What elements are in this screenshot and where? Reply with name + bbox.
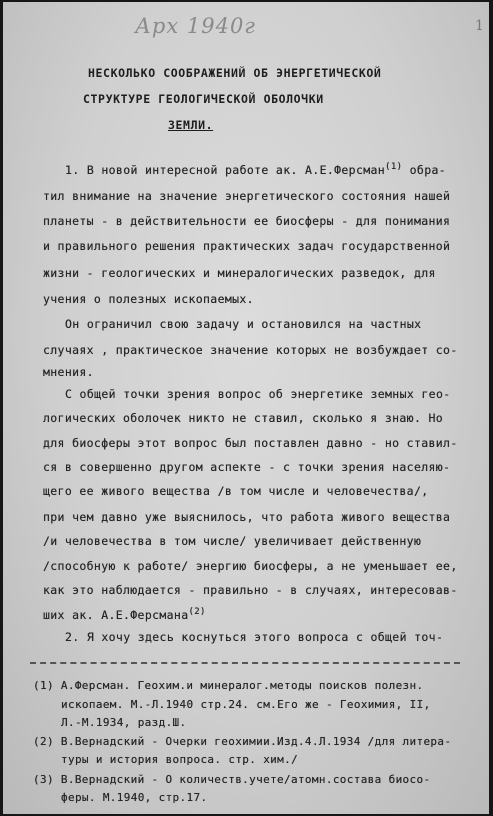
body-line: жизни - геологических и минералогических разведок, для (43, 266, 436, 280)
body-line-tail: обра- (409, 162, 447, 177)
footnote-line: туры и история вопроса. стр. хим./ (61, 753, 299, 766)
body-line: логических оболочек никто не ставил, сколько я знаю. Но (43, 411, 444, 425)
body-line: и правильного решения практических задач государственной (43, 239, 451, 253)
body-line: С общей точки зрения вопрос об энергетике земных гео- (65, 387, 451, 401)
footnote-line: феры. М.1940, стр.17. (61, 791, 208, 804)
body-line: при чем давно уже выяснилось, что работа живого вещества (43, 510, 451, 524)
body-line: ших ак. А.Е.Ферсмана$^{(2)}$ (43, 607, 206, 622)
body-line: Он ограничил свою задачу и остановился на частных (65, 317, 422, 331)
footnote-line: (3) В.Вернадский - О количеств.учете/атомн.состава биосо- (33, 773, 431, 786)
body-line: /способную к работе/ энергию биосферы, а не уменьшает ее, (43, 559, 458, 573)
body-line: как это наблюдается - правильно - в случаях, интересовав- (43, 583, 458, 597)
footnote-marker: (1) (385, 162, 403, 172)
body-line: планеты - в действительности ее биосферы - для понимания (43, 214, 451, 228)
footnote-marker: (2) (188, 607, 206, 617)
page-number: 1 (475, 18, 484, 34)
body-line: ся в совершенно другом аспекте - с точки зрения населяю- (43, 460, 451, 474)
footnote-line: (1) А.Ферсман. Геохим.и минералог.методы поисков полезн. (33, 679, 424, 692)
body-line: щего ее живого вещества /в том числе и человечества/, (43, 484, 429, 498)
body-line: тил внимание на значение энергетического состояния нашей (43, 189, 451, 203)
footnote-separator (30, 662, 460, 664)
document-page (3, 2, 489, 814)
body-line: /и человечества в том числе/ увеличивает действенную (43, 534, 422, 548)
footnote-line: (2) В.Вернадский - Очерки геохимии.Изд.4.Л.1934 /для литера- (33, 735, 452, 748)
body-line: 2. Я хочу здесь коснуться этого вопроса с общей точ- (65, 630, 444, 644)
body-line: случаях , практическое значение которых не возбуждает со- (43, 343, 458, 357)
body-line: 1. В новой интересной работе ак. А.Е.Ферсман$^{(1)}$ обра- (65, 162, 447, 177)
body-line: для биосферы этот вопрос был поставлен давно - но ставил- (43, 436, 458, 450)
handwritten-archive-note: Арх 1940г (135, 14, 256, 38)
footnote-line: Л.-М.1934, разд.Ш. (61, 716, 187, 729)
body-line: учения о полезных ископаемых. (43, 292, 254, 306)
title-line-3: ЗЕМЛИ. (168, 118, 214, 132)
title-line-2: СТРУКТУРЕ ГЕОЛОГИЧЕСКОЙ ОБОЛОЧКИ (83, 92, 324, 106)
footnote-line: ископаем. М.-Л.1940 стр.24. см.Его же - Геохимия, II, (61, 698, 431, 711)
title-line-1: НЕСКОЛЬКО СООБРАЖЕНИЙ ОБ ЭНЕРГЕТИЧЕСКОЙ (88, 66, 382, 80)
body-line: мнения. (43, 365, 94, 379)
